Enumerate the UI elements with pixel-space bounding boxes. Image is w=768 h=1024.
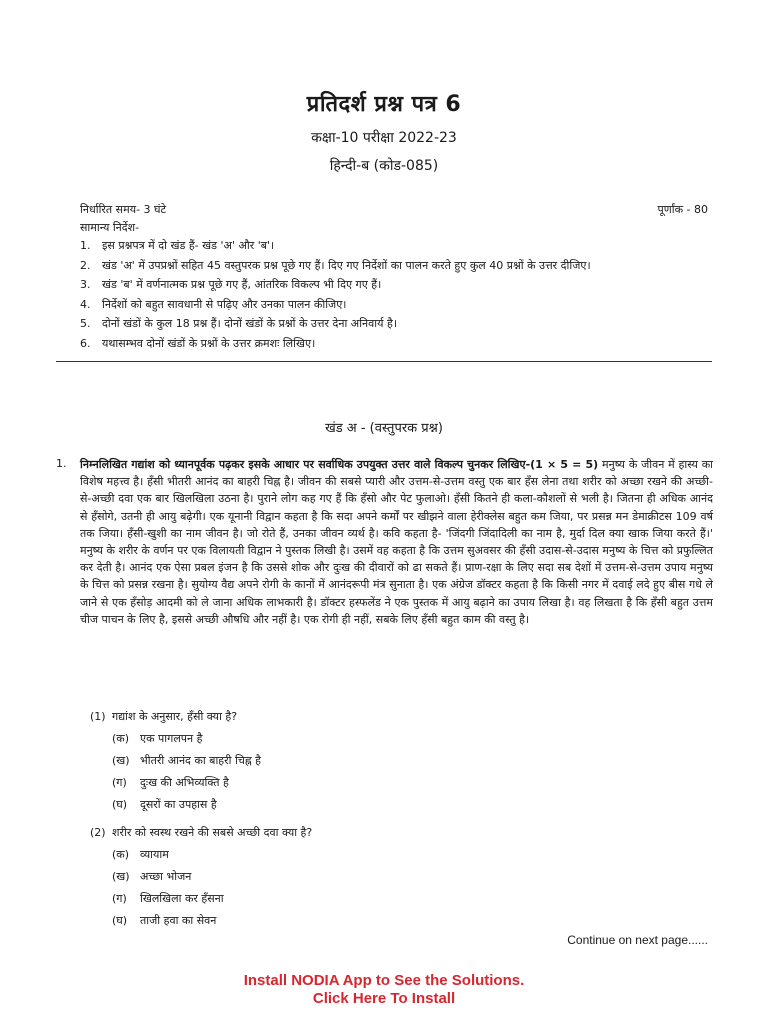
option-text: ताजी हवा का सेवन bbox=[140, 914, 217, 927]
option-label: (ग) bbox=[112, 776, 127, 789]
subquestion-text bbox=[90, 822, 312, 844]
option-text: व्यायाम bbox=[140, 848, 169, 861]
option-item[interactable] bbox=[112, 794, 261, 816]
divider-line bbox=[56, 361, 712, 362]
subquestion-2 bbox=[90, 822, 312, 932]
meta-row bbox=[80, 202, 708, 217]
click-to-install-link[interactable]: Click Here To Install bbox=[312, 990, 456, 1007]
option-text: भीतरी आनंद का बाहरी चिह्न है bbox=[140, 754, 262, 767]
instruction-text: खंड 'ब' में वर्णनात्मक प्रश्न पूछे गए हैं, आंतरिक विकल्प भी दिए गए हैं। bbox=[102, 278, 382, 291]
instruction-item bbox=[80, 275, 720, 295]
class-exam-line: कक्षा-10 परीक्षा 2022-23 bbox=[311, 130, 457, 146]
option-label: (घ) bbox=[112, 798, 128, 811]
option-text: दूसरों का उपहास है bbox=[140, 798, 217, 811]
instructions-heading: सामान्य निर्देश- bbox=[80, 221, 140, 234]
option-text: एक पागलपन है bbox=[140, 732, 203, 745]
question-number: 1. bbox=[56, 457, 67, 470]
option-item[interactable] bbox=[112, 772, 261, 794]
subquestion-number: (2) bbox=[90, 826, 106, 839]
instruction-text: यथासम्भव दोनों खंडों के प्रश्नों के उत्तर क्रमशः लिखिए। bbox=[102, 336, 316, 350]
option-item[interactable] bbox=[112, 750, 261, 772]
passage-text: मनुष्य के जीवन में हास्य का विशेष महत्त्व है। हँसी भीतरी आनंद का बाहरी चिह्न है। जीवन की सबसे प्यारी और उत्तम-से-उत्तम वस्तु एक बार हँस लेना तथा शरीर को अच्छा रखने की अच्छी-से-अच्छी दवा एक बार खिलखिला उठना है। पुराने लोग कह गए हैं कि हँसो और पेट फुलाओ। हँसी कितने ही कला-कौशलों से भली है। जितना ही अधिक आनंद से हँसोगे, उतनी ही आयु बढ़ेगी। एक यूनानी विद्वान कहता है कि सदा अपने कर्मों पर खीझने वाला हेरीक्लेस बहुत कम जिया, पर प्रसन्न मन डेमाक्रीटस 109 वर्ष तक जिया। हँसी-खुशी का नाम जीवन है। जो रोते हैं, उनका जीवन व्यर्थ है। कवि कहता है- 'जिंदगी जिंदादिली का नाम है, मुर्दा दिल क्या खाक जिया करते हैं।' मनुष्य के शरीर के वर्णन पर एक विलायती विद्वान ने पुस्तक लिखी है। उसमें वह कहता है कि उत्तम सुअवसर की हँसी उदास-से-उदास मनुष्य के चित्त को प्रफुल्लित कर देती है। आनंद एक ऐसा प्रबल इंजन है कि उससे शोक और दुःख की दीवारों को ढा सकते हैं। प्राण-रक्षा के लिए सदा सब देशों में उत्तम-से-उत्तम उपाय मनुष्य के चित्त को प्रसन्न रखना है। सुयोग्य वैद्य अपने रोगी के कानों में आनंदरूपी मंत्र सुनाता है। एक अंग्रेज डॉक्टर कहता है कि किसी नगर में दवाई लदे हुए बीस गधे ले जाने से एक हँसोड़ आदमी को ले जाना अधिक लाभकारी है। डॉक्टर हस्फलेंड ने एक पुस्तक में आयु बढ़ाने का उपाय लिखा है। वह लिखता है कि हँसी बहुत उत्तम चीज पाचन के लिए है, इससे अच्छी औषधि और नहीं है। एक रोगी ही नहीं, सबके लिए हँसी बहुत काम की वस्तु है। bbox=[80, 458, 714, 626]
instruction-text: खंड 'अ' में उपप्रश्नों सहित 45 वस्तुपरक प्रश्न पूछे गए हैं। दिए गए निर्देशों का पालन करते हुए कुल 40 प्रश्नों के उत्तर दीजिए। bbox=[102, 258, 591, 272]
instruction-item bbox=[80, 236, 720, 256]
question-instruction: निम्नलिखित गद्यांश को ध्यानपूर्वक पढ़कर इसके आधार पर सर्वाधिक उपयुक्त उत्तर वाले विकल्प चुनकर लिखिए-(1 × 5 = 5) bbox=[80, 458, 599, 471]
option-label: (ख) bbox=[112, 754, 130, 767]
subquestion-label: शरीर को स्वस्थ रखने की सबसे अच्छी दवा क्या है? bbox=[112, 826, 313, 839]
option-label: (क) bbox=[112, 848, 130, 861]
instruction-number: 2. bbox=[80, 258, 91, 272]
subquestion-number: (1) bbox=[90, 710, 106, 723]
option-label: (क) bbox=[112, 732, 130, 745]
instruction-text: इस प्रश्नपत्र में दो खंड हैं- खंड 'अ' और 'ब'। bbox=[102, 239, 275, 252]
option-item[interactable] bbox=[112, 888, 312, 910]
continue-note: Continue on next page...... bbox=[567, 933, 708, 947]
option-label: (घ) bbox=[112, 914, 128, 927]
instruction-text: दोनों खंडों के कुल 18 प्रश्न हैं। दोनों खंडों के प्रश्नों के उत्तर देना अनिवार्य है। bbox=[102, 317, 398, 330]
instruction-item bbox=[80, 295, 720, 315]
option-label: (ख) bbox=[112, 870, 130, 883]
option-text: खिलखिला कर हँसना bbox=[140, 892, 224, 905]
instruction-item bbox=[80, 256, 720, 276]
instructions-list bbox=[80, 236, 720, 353]
instruction-item bbox=[80, 334, 720, 354]
instruction-number: 5. bbox=[80, 317, 91, 330]
section-title: खंड अ - (वस्तुपरक प्रश्न) bbox=[325, 421, 443, 436]
options-list bbox=[90, 728, 261, 816]
subject-line: हिन्दी-ब (कोड-085) bbox=[329, 158, 439, 174]
instruction-text: निर्देशों को बहुत सावधानी से पढ़िए और उनका पालन कीजिए। bbox=[102, 297, 347, 311]
subquestion-1 bbox=[90, 706, 261, 816]
option-item[interactable] bbox=[112, 728, 261, 750]
instruction-number: 6. bbox=[80, 336, 91, 350]
option-text: अच्छा भोजन bbox=[140, 870, 192, 883]
instruction-item bbox=[80, 314, 720, 334]
paper-title: प्रतिदर्श प्रश्न पत्र 6 bbox=[306, 92, 462, 117]
option-text: दुःख की अभिव्यक्ति है bbox=[140, 776, 229, 789]
instruction-number: 1. bbox=[80, 239, 91, 252]
time-allowed: निर्धारित समय- 3 घंटे bbox=[80, 203, 167, 216]
subquestion-text bbox=[90, 706, 261, 728]
option-item[interactable] bbox=[112, 844, 312, 866]
subquestion-label: गद्यांश के अनुसार, हँसी क्या है? bbox=[112, 710, 238, 723]
question-passage bbox=[80, 456, 713, 628]
instruction-number: 4. bbox=[80, 297, 91, 311]
option-item[interactable] bbox=[112, 910, 312, 932]
install-app-link[interactable]: Install NODIA App to See the Solutions. bbox=[243, 972, 525, 989]
options-list bbox=[90, 844, 312, 932]
max-marks: पूर्णांक - 80 bbox=[657, 203, 708, 216]
option-label: (ग) bbox=[112, 892, 127, 905]
option-item[interactable] bbox=[112, 866, 312, 888]
instruction-number: 3. bbox=[80, 278, 91, 291]
